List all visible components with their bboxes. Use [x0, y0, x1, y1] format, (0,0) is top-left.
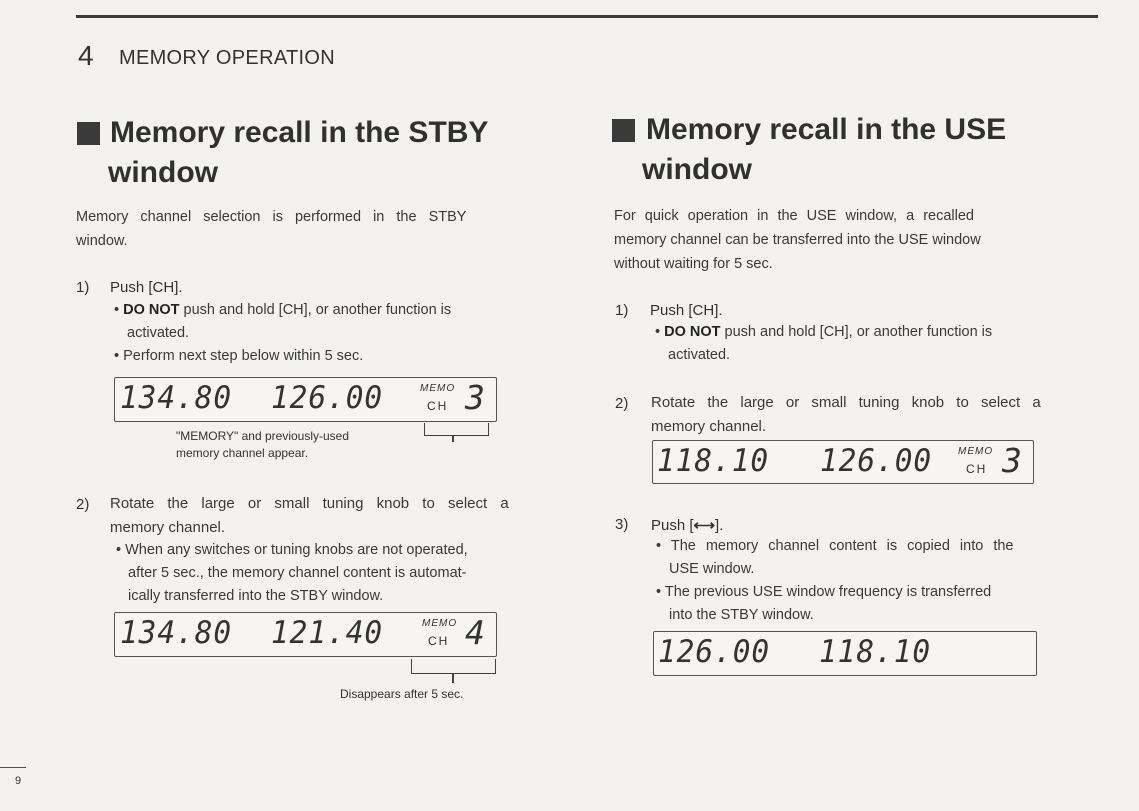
- heading-line2: window: [642, 153, 752, 186]
- right-step3-bullets: [656, 535, 1091, 627]
- top-rule: [76, 15, 1098, 18]
- right-step2-number: 2): [615, 395, 629, 412]
- bullet-bold: DO NOT: [123, 302, 180, 318]
- lcd-display-stby-1: [114, 377, 497, 422]
- bullet-text: Perform next step below within 5 sec.: [123, 348, 364, 364]
- lcd-ch-label: CH: [966, 462, 988, 476]
- left-caption1: [176, 428, 349, 462]
- bullet-item: • The previous USE window frequency is transferred: [656, 584, 992, 600]
- lcd-frequency-use: 134.80: [120, 615, 233, 651]
- bullet-bold: DO NOT: [664, 324, 721, 340]
- lcd-memo-label: MEMO: [420, 383, 456, 394]
- lcd-frequency-stby: 121.40: [271, 615, 384, 651]
- page-number-rule: [0, 767, 26, 768]
- bullet-text: after 5 sec., the memory channel content is automat-: [128, 565, 467, 581]
- step-line: Rotate the large or small tuning knob to select a: [651, 394, 1041, 411]
- right-step1-text: Push [CH].: [650, 302, 723, 319]
- lcd-frequency-stby: 126.00: [820, 443, 933, 479]
- bullet-text: into the STBY window.: [669, 607, 814, 623]
- step-text-prefix: Push [: [651, 517, 694, 534]
- left-intro-line: window.: [76, 233, 128, 249]
- bracket-tick: [452, 673, 454, 683]
- bullet-text: ically transferred into the STBY window.: [128, 588, 384, 604]
- bullet-item: • DO NOT push and hold [CH], or another function is: [655, 324, 993, 340]
- bullet-text: push and hold [CH], or another function is: [179, 302, 452, 318]
- bullet-item: • DO NOT push and hold [CH], or another function is: [114, 302, 452, 318]
- step-line: memory channel.: [651, 418, 767, 435]
- caption-bracket: [424, 423, 489, 436]
- lcd-memo-label: MEMO: [958, 446, 994, 457]
- lcd-display-use-2: [653, 631, 1037, 676]
- lcd-channel-number: 3: [1002, 441, 1022, 480]
- bullet-text: The previous USE window frequency is transferred: [664, 584, 992, 600]
- bullet-text: When any switches or tuning knobs are not operated,: [125, 542, 468, 558]
- lcd-ch-label: CH: [427, 399, 449, 413]
- bullet-item: • The memory channel content is copied into the: [656, 538, 1014, 554]
- page-number: 9: [15, 775, 22, 787]
- right-intro-line: memory channel can be transferred into the USE window: [614, 232, 981, 248]
- lcd-frequency-stby: 118.10: [819, 634, 932, 670]
- caption-line: memory channel appear.: [176, 446, 309, 460]
- right-step1-number: 1): [615, 302, 629, 319]
- heading-line1: Memory recall in the USE: [646, 113, 1007, 146]
- left-caption2: Disappears after 5 sec.: [340, 687, 464, 701]
- step-line: memory channel.: [110, 519, 226, 536]
- step-line: Rotate the large or small tuning knob to select a: [110, 495, 509, 512]
- lcd-frequency-stby: 126.00: [271, 380, 384, 416]
- chapter-number: 4: [78, 40, 94, 71]
- right-step1-bullets: [655, 321, 1095, 367]
- bullet-item: • Perform next step below within 5 sec.: [114, 348, 364, 364]
- left-step1-bullets: [114, 299, 559, 368]
- lcd-frequency-use: 134.80: [120, 380, 233, 416]
- lcd-display-stby-2: [114, 612, 497, 657]
- caption-line: "MEMORY" and previously-used: [176, 429, 350, 443]
- lcd-channel-number: 4: [465, 613, 485, 652]
- bracket-tick: [452, 435, 454, 442]
- heading-square-icon: [77, 122, 100, 145]
- bullet-text: activated.: [668, 347, 731, 363]
- left-step2-number: 2): [76, 496, 90, 513]
- left-step1-number: 1): [76, 279, 90, 296]
- lcd-channel-number: 3: [465, 378, 485, 417]
- left-intro-line: Memory channel selection is performed in the STBY: [76, 209, 467, 225]
- right-step2-text: [651, 391, 1089, 439]
- bullet-text: The memory channel content is copied into the: [670, 538, 1014, 554]
- bullet-text: activated.: [127, 325, 190, 341]
- swap-arrow-icon: ⟷: [693, 517, 716, 534]
- left-step2-bullets: [116, 539, 561, 608]
- right-intro: [614, 204, 1089, 276]
- right-intro-line: For quick operation in the USE window, a recalled: [614, 208, 974, 224]
- right-intro-line: without waiting for 5 sec.: [614, 256, 773, 272]
- lcd-display-use-1: [652, 440, 1034, 484]
- lcd-frequency-use: 126.00: [658, 634, 771, 670]
- step-text-suffix: ].: [715, 517, 724, 534]
- lcd-frequency-use: 118.10: [657, 443, 770, 479]
- lcd-ch-label: CH: [428, 634, 450, 648]
- lcd-memo-label: MEMO: [422, 618, 458, 629]
- left-step2-text: [110, 492, 558, 540]
- heading-line2: window: [108, 156, 218, 189]
- right-step3-text: [651, 516, 723, 534]
- chapter-title: MEMORY OPERATION: [119, 47, 335, 69]
- heading-square-icon: [612, 119, 635, 142]
- bullet-item: • When any switches or tuning knobs are not operated,: [116, 542, 468, 558]
- left-intro: [76, 205, 556, 253]
- bullet-text: push and hold [CH], or another function is: [720, 324, 993, 340]
- left-section-heading: [77, 113, 547, 193]
- bullet-text: USE window.: [669, 561, 755, 577]
- heading-line1: Memory recall in the STBY: [110, 116, 489, 149]
- right-section-heading: [612, 110, 1082, 190]
- left-step1-text: Push [CH].: [110, 279, 183, 296]
- caption-bracket: [411, 659, 496, 674]
- right-step3-number: 3): [615, 516, 629, 533]
